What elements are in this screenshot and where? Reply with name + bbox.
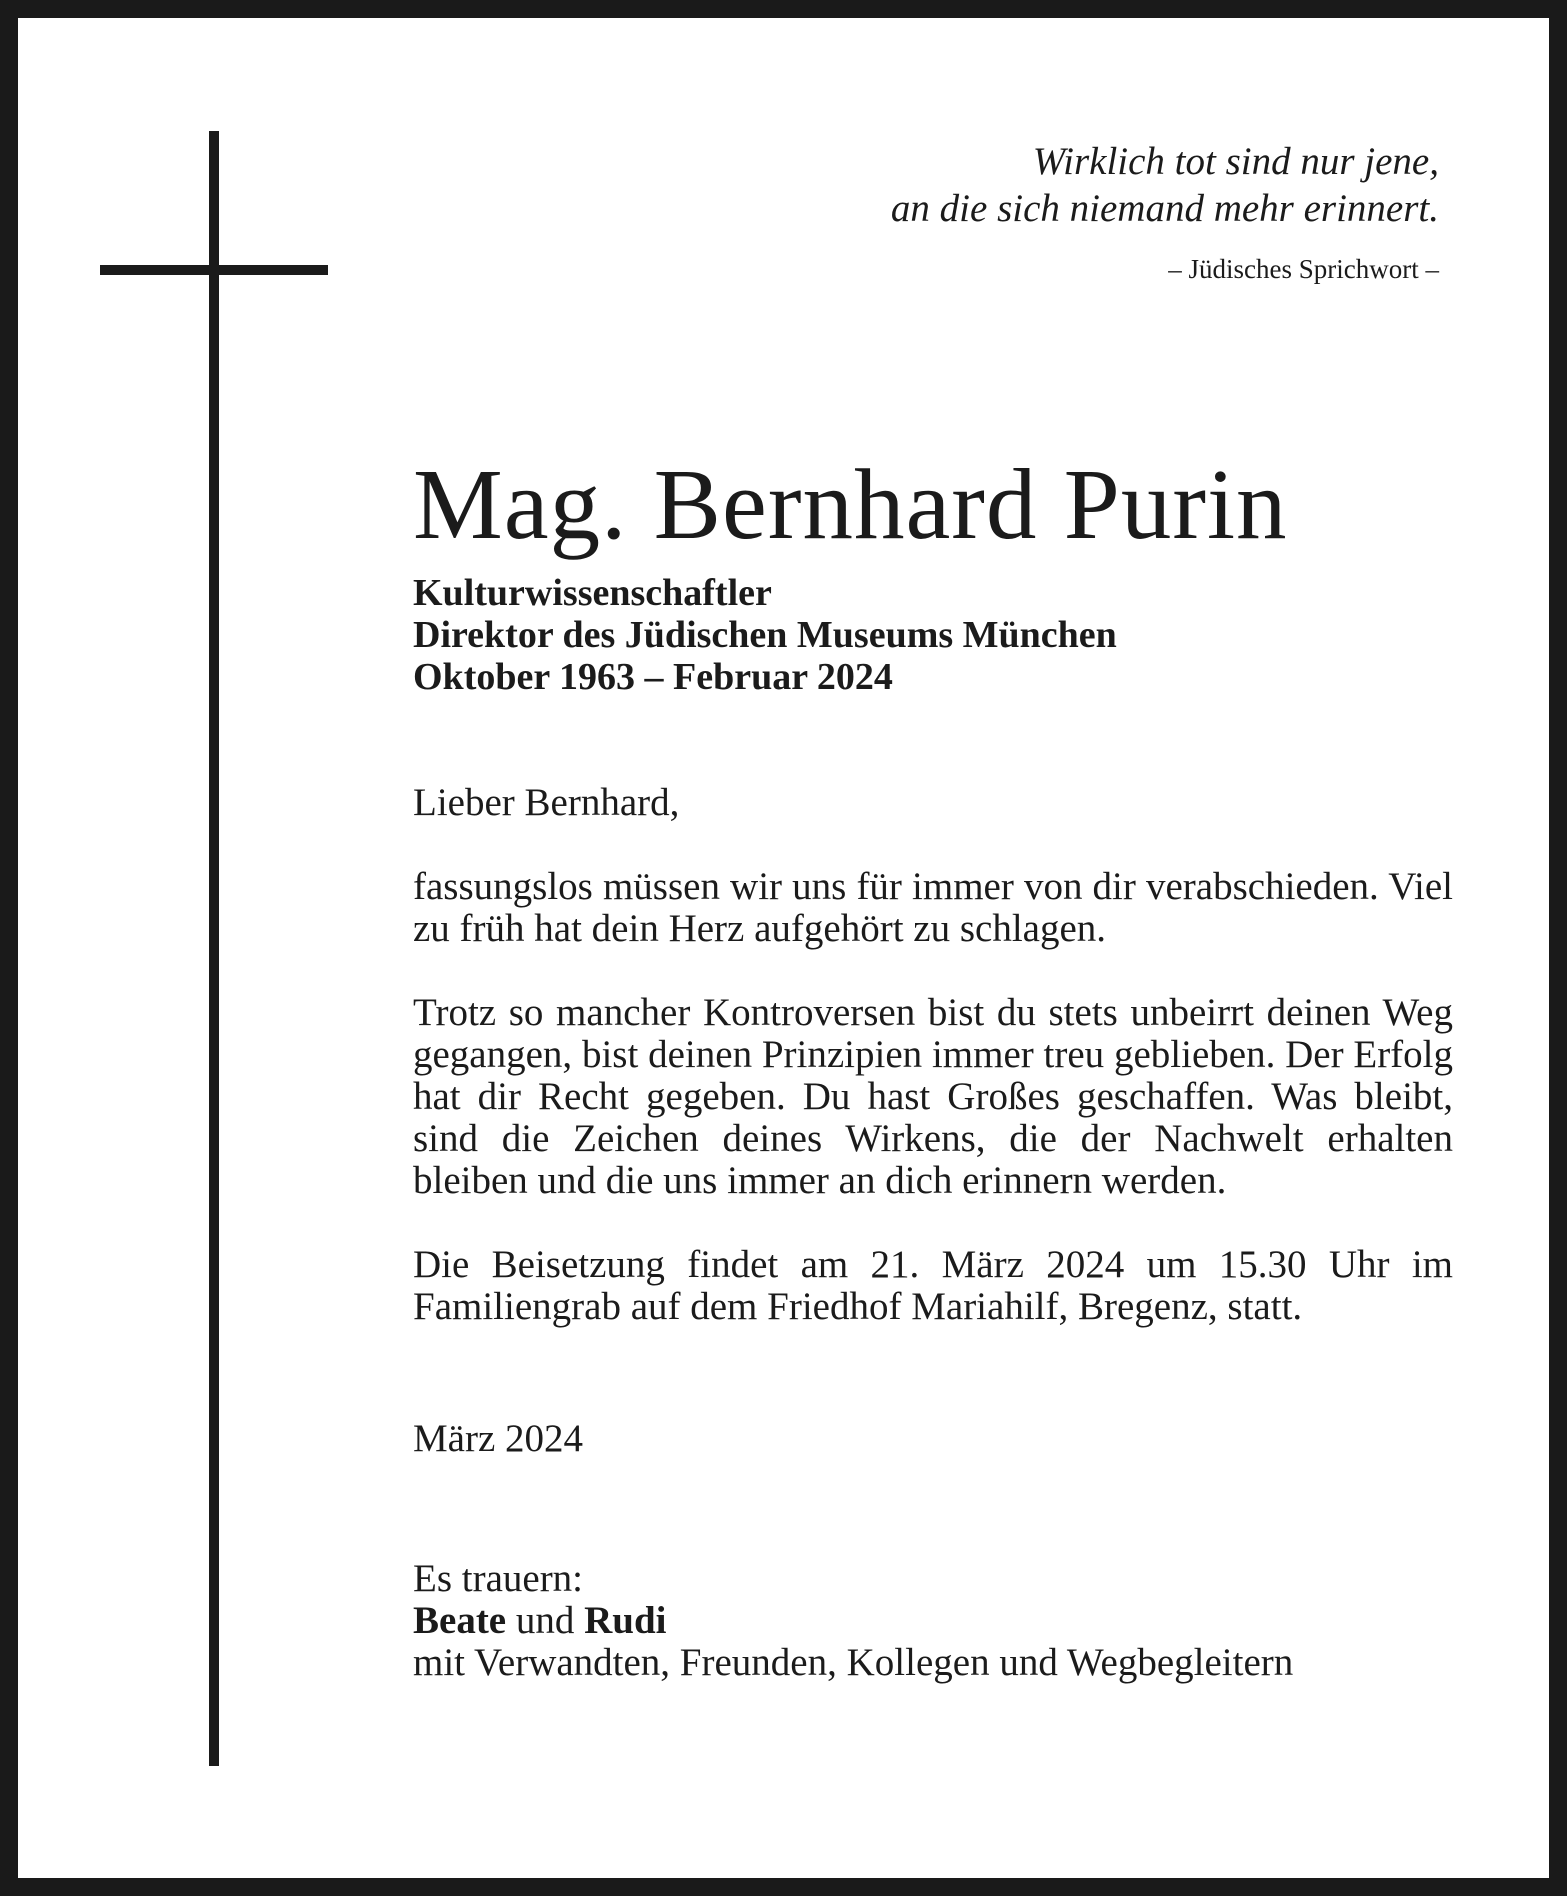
- mourner-name-2: Rudi: [584, 1599, 667, 1642]
- letter-paragraph-3: Die Beisetzung findet am 21. März 2024 um 15.30 Uhr im Familiengrab auf dem Friedhof Mariahilf, Bregenz, statt.: [413, 1243, 1453, 1328]
- motto-line-2: an die sich niemand mehr erinnert.: [890, 187, 1439, 230]
- motto-quote: [891, 138, 1439, 288]
- obituary-card: [18, 18, 1549, 1878]
- mourners-names: [413, 1600, 1453, 1642]
- deceased-name: Mag. Bernhard Purin: [413, 448, 1288, 560]
- cross-icon-vertical-bar: [209, 131, 219, 1766]
- deceased-lifespan: Oktober 1963 – Februar 2024: [413, 656, 893, 698]
- letter-paragraph-2: Trotz so mancher Kontroversen bist du stets unbeirrt deinen Weg gegangen, bist deinen Prinzipien immer treu geblieben. Der Erfolg hat dir Recht gegeben. Du hast Großes geschaffen. Was bleibt, sind die Zeichen deines Wirkens, die der Nachwelt erhalten bleiben und die uns immer an dich erinnern werden.: [413, 991, 1453, 1202]
- mourners-intro: Es trauern:: [413, 1557, 584, 1600]
- letter-paragraph-1: fassungslos müssen wir uns für immer von dir verabschieden. Viel zu früh hat dein Herz aufgehört zu schlagen.: [413, 865, 1453, 950]
- obituary-date: März 2024: [413, 1417, 584, 1460]
- letter-salutation: Lieber Bernhard,: [413, 781, 680, 824]
- deceased-profession: Kulturwissenschaftler: [413, 572, 772, 614]
- motto-source: – Jüdisches Sprichwort –: [1168, 254, 1439, 284]
- cross-icon-horizontal-bar: [100, 265, 328, 275]
- mourners-others: mit Verwandten, Freunden, Kollegen und Wegbegleitern: [413, 1641, 1294, 1684]
- deceased-position: Direktor des Jüdischen Museums München: [413, 614, 1117, 656]
- motto-line-1: Wirklich tot sind nur jene,: [1032, 140, 1439, 183]
- mourner-name-1: Beate: [413, 1599, 507, 1642]
- mourners-connector: und: [506, 1599, 585, 1642]
- deceased-details: [413, 572, 1453, 698]
- obituary-content: [413, 448, 1453, 1684]
